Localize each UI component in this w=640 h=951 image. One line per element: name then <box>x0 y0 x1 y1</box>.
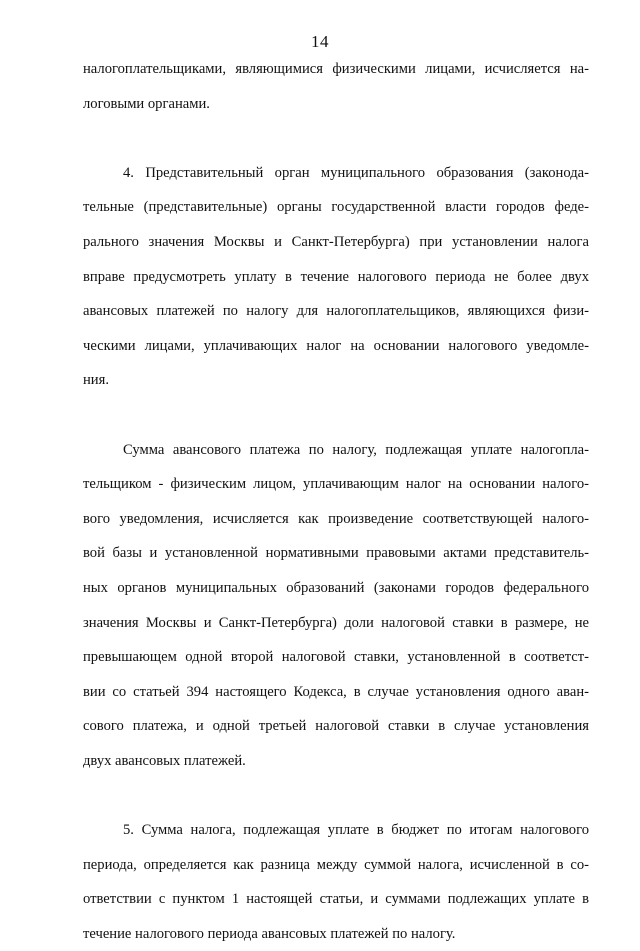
document-body <box>83 52 589 951</box>
text-line: сового платежа, и одной третьей налоговой ставки в случае установления <box>83 718 589 735</box>
text-line: вправе предусмотреть уплату в течение налогового периода не более двух <box>83 268 589 285</box>
paragraph-1 <box>83 52 589 121</box>
text-line: периода, определяется как разница между суммой налога, исчисленной в со- <box>83 856 589 873</box>
paragraph-2 <box>83 156 589 398</box>
text-line: ответствии с пунктом 1 настоящей статьи, и суммами подлежащих уплате в <box>83 891 589 908</box>
text-line: течение налогового периода авансовых платежей по налогу. <box>83 925 456 942</box>
text-line: ния. <box>83 372 109 389</box>
text-line: двух авансовых платежей. <box>83 752 246 769</box>
text-line: рального значения Москвы и Санкт-Петербурга) при установлении налога <box>83 233 589 250</box>
text-line: налогоплательщиками, являющимися физическими лицами, исчисляется на- <box>83 61 589 77</box>
paragraph-3 <box>83 433 589 779</box>
text-line: вой базы и установленной нормативными правовыми актами представитель- <box>83 545 589 562</box>
paragraph-4 <box>83 813 589 951</box>
page-number: 14 <box>311 32 329 51</box>
text-line: тельные (представительные) органы государственной власти городов феде- <box>83 199 589 216</box>
text-line: 4. Представительный орган муниципального образования (законода- <box>123 164 589 181</box>
text-line: ческими лицами, уплачивающих налог на основании налогового уведомле- <box>83 337 589 354</box>
text-line: Сумма авансового платежа по налогу, подлежащая уплате налогопла- <box>123 441 589 458</box>
text-line: значения Москвы и Санкт-Петербурга) доли налоговой ставки в размере, не <box>83 614 589 631</box>
text-line: логовыми органами. <box>83 95 210 112</box>
text-line: превышающем одной второй налоговой ставки, установленной в соответст- <box>83 649 589 666</box>
text-line: вии со статьей 394 настоящего Кодекса, в случае установления одного аван- <box>83 683 589 700</box>
text-line: авансовых платежей по налогу для налогоплательщиков, являющихся физи- <box>83 303 589 320</box>
text-line: вого уведомления, исчисляется как произведение соответствующей налого- <box>83 510 589 527</box>
text-line: 5. Сумма налога, подлежащая уплате в бюджет по итогам налогового <box>123 822 589 839</box>
text-line: тельщиком - физическим лицом, уплачивающим налог на основании налого- <box>83 476 589 493</box>
text-line: ных органов муниципальных образований (законами городов федерального <box>83 579 589 596</box>
